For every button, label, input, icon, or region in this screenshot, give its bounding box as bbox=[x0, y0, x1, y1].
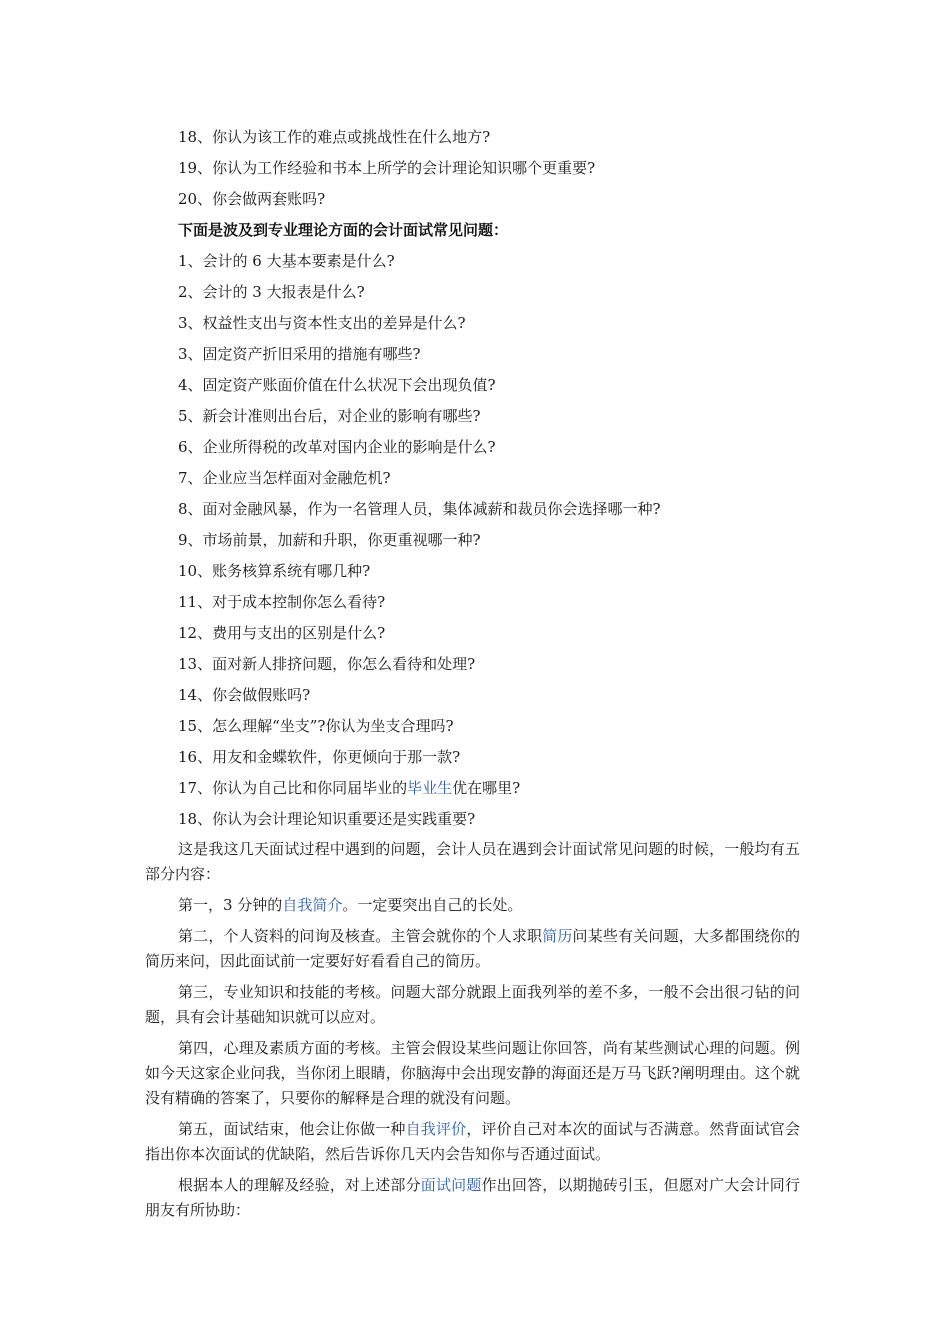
list-item: 7、企业应当怎样面对金融危机? bbox=[178, 469, 391, 487]
paragraph-text: 。一定要突出自己的长处。 bbox=[342, 896, 523, 914]
list-item: 20、你会做两套账吗? bbox=[178, 190, 326, 208]
list-item: 13、面对新人排挤问题，你怎么看待和处理? bbox=[178, 655, 476, 673]
graduate-link[interactable]: 毕业生 bbox=[407, 779, 453, 797]
paragraph-fifth bbox=[145, 1117, 800, 1167]
list-item: 9、市场前景，加薪和升职，你更重视哪一种? bbox=[178, 531, 481, 549]
paragraph-text: 根据本人的理解及经验，对上述部分 bbox=[178, 1176, 421, 1194]
list-item: 12、费用与支出的区别是什么? bbox=[178, 624, 386, 642]
list-item: 15、怎么理解“坐支”?你认为坐支合理吗? bbox=[178, 717, 454, 735]
list-item: 3、权益性支出与资本性支出的差异是什么? bbox=[178, 314, 466, 332]
list-item-text: 17、你认为自己比和你同届毕业的 bbox=[178, 779, 408, 797]
list-item bbox=[145, 775, 800, 806]
list-item: 6、企业所得税的改革对国内企业的影响是什么? bbox=[178, 438, 496, 456]
document-body bbox=[145, 124, 800, 1229]
list-item: 11、对于成本控制你怎么看待? bbox=[178, 593, 386, 611]
interview-questions-link[interactable]: 面试问题 bbox=[420, 1176, 482, 1194]
paragraph-text: 问某些有关问题，大多都围绕你的简历来问，因此面试前一定要好好看看自己的简历。 bbox=[145, 927, 800, 970]
list-item: 8、面对金融风暴，作为一名管理人员，集体减薪和裁员你会选择哪一种? bbox=[178, 500, 661, 518]
paragraph-second bbox=[145, 924, 800, 974]
paragraph-first bbox=[145, 893, 800, 918]
paragraph-sixth bbox=[145, 1173, 800, 1223]
list-item: 18、你认为该工作的难点或挑战性在什么地方? bbox=[178, 128, 491, 146]
list-item: 14、你会做假账吗? bbox=[178, 686, 311, 704]
self-introduction-link[interactable]: 自我简介 bbox=[282, 896, 343, 914]
intro-paragraph: 这是我这几天面试过程中遇到的问题，会计人员在遇到会计面试常见问题的时候，一般均有五部分内容： bbox=[145, 840, 800, 883]
paragraph-text: ，评价自己对本次的面试与否满意。然背面试官会指出你本次面试的优缺陷，然后告诉你几天内会告知你与否通过面试。 bbox=[145, 1120, 800, 1163]
resume-link[interactable]: 简历 bbox=[542, 927, 573, 945]
list-item: 1、会计的 6 大基本要素是什么? bbox=[178, 252, 395, 270]
list-item: 2、会计的 3 大报表是什么? bbox=[178, 283, 365, 301]
section-heading: 下面是波及到专业理论方面的会计面试常见问题： bbox=[178, 221, 509, 239]
self-evaluation-link[interactable]: 自我评价 bbox=[405, 1120, 467, 1138]
list-item: 16、用友和金蝶软件，你更倾向于那一款? bbox=[178, 748, 461, 766]
list-item-text: 优在哪里? bbox=[452, 779, 521, 797]
paragraph-text: 第二，个人资料的问询及核查。主管会就你的个人求职 bbox=[178, 927, 543, 945]
list-item: 19、你认为工作经验和书本上所学的会计理论知识哪个更重要? bbox=[178, 159, 596, 177]
list-item: 18、你认为会计理论知识重要还是实践重要? bbox=[178, 810, 476, 828]
list-item: 5、新会计准则出台后，对企业的影响有哪些? bbox=[178, 407, 481, 425]
paragraph-text: 第一，3 分钟的 bbox=[178, 896, 283, 914]
paragraph-text: 第五，面试结束，他会让你做一种 bbox=[178, 1120, 406, 1138]
paragraph-third: 第三，专业知识和技能的考核。问题大部分就跟上面我列举的差不多，一般不会出很刁钻的问题，具有会计基础知识就可以应对。 bbox=[145, 983, 800, 1026]
paragraph-text: 作出回答，以期抛砖引玉，但愿对广大会计同行朋友有所协助： bbox=[145, 1176, 800, 1219]
list-item: 10、账务核算系统有哪几种? bbox=[178, 562, 371, 580]
paragraph-fourth: 第四，心理及素质方面的考核。主管会假设某些问题让你回答，尚有某些测试心理的问题。例如今天这家企业问我，当你闭上眼睛，你脑海中会出现安静的海面还是万马飞跃?阐明理由。这个就没有精确的答案了，只要你的解释是合理的就没有问题。 bbox=[145, 1039, 800, 1107]
list-item: 4、固定资产账面价值在什么状况下会出现负值? bbox=[178, 376, 496, 394]
list-item: 3、固定资产折旧采用的措施有哪些? bbox=[178, 345, 421, 363]
